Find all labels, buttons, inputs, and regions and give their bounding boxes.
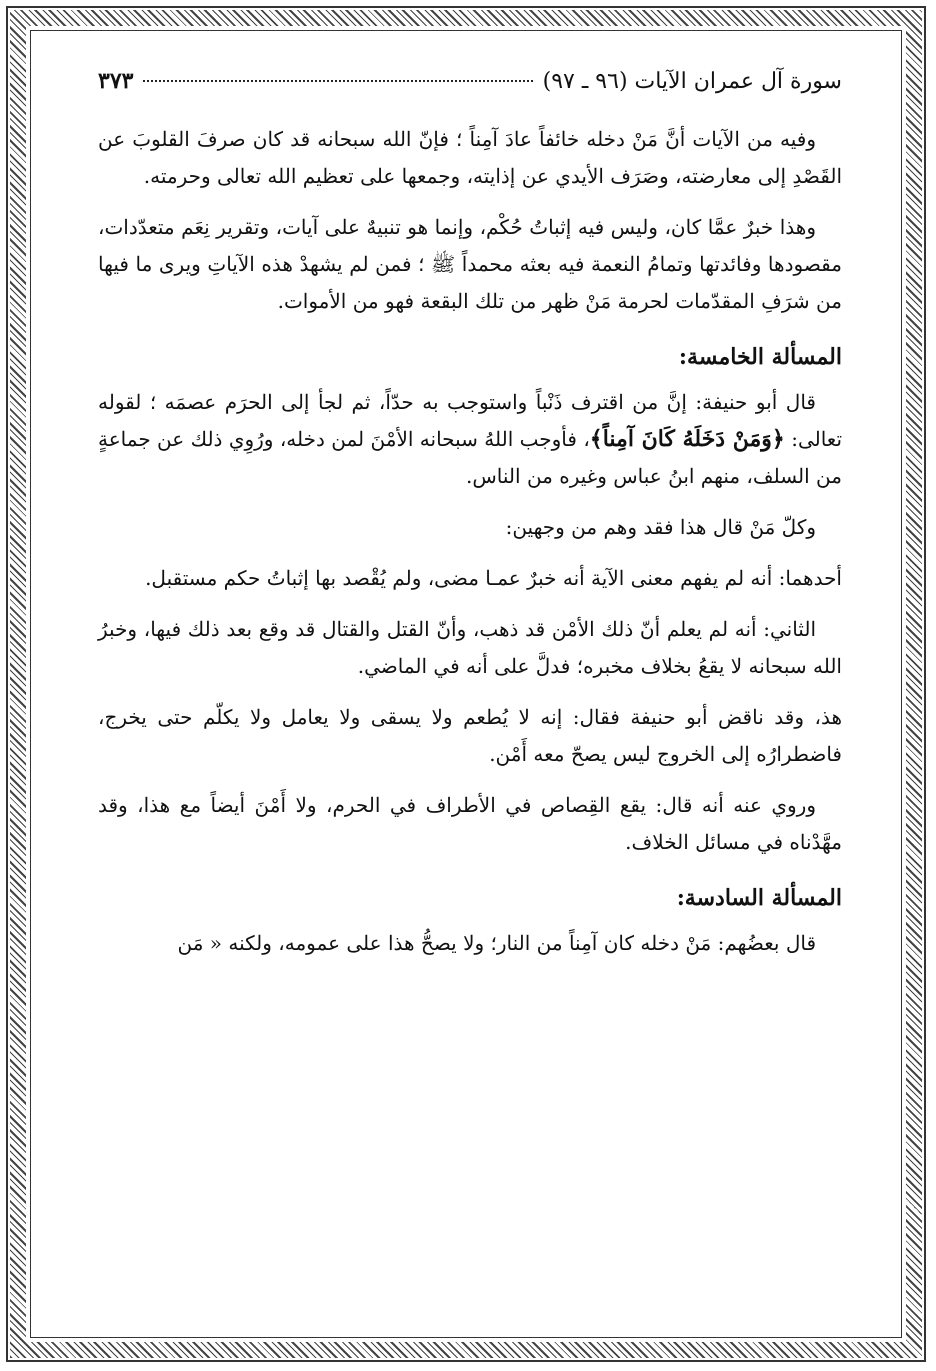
paragraph-6: الثاني: أنه لم يعلم أنّ ذلك الأمْن قد ذهب، وأنّ القتل والقتال قد وقع بعد ذلك فيها، وخبرُ الله سبحانه لا يقعُ بخلاف مخبره؛ فدلَّ على أنه في الماضي.: [98, 617, 842, 679]
paragraph-8: وروي عنه أنه قال: يقع القِصاص في الأطراف في الحرم، ولا أَمْنَ أيضاً مع هذا، وقد مهَّدْناه في مسائل الخلاف.: [98, 793, 842, 855]
paragraph-4: وكلّ مَنْ قال هذا فقد وهم من وجهين:: [505, 515, 816, 540]
page-number: ٣٧٣: [98, 68, 134, 94]
paragraph-7: هذ، وقد ناقض أبو حنيفة فقال: إنه لا يُطعم ولا يسقى ولا يعامل ولا يكلّم حتى يخرج، فاضطرارُه إلى الخروج ليس يصحّ معه أَمْن.: [98, 705, 842, 767]
paragraph-9: قال بعضُهم: مَنْ دخله كان آمِناً من النار؛ ولا يصحُّ هذا على عمومه، ولكنه « مَن: [177, 931, 816, 956]
quran-verse: ﴿وَمَنْ دَخَلَهُ كَانَ آمِناً﴾: [589, 426, 785, 453]
chapter-title: سورة آل عمران الآيات (٩٦ ـ ٩٧): [542, 69, 842, 94]
page-content: [98, 56, 842, 1336]
section-heading-6: المسألة السادسة:: [676, 885, 842, 912]
paragraph-5: أحدهما: أنه لم يفهم معنى الآية أنه خبرٌ عمـا مضى، ولم يُقْصد بها إثباتُ حكم مستقبل.: [145, 566, 842, 591]
paragraph-3-text-b: ، فأوجب اللهُ سبحانه الأمْنَ لمن دخله، ورُوِي ذلك عن جماعةٍ من السلف، منهم ابنُ عباس وغيره من الناس.: [98, 427, 842, 489]
paragraph-3: [98, 384, 842, 495]
section-heading-5: المسألة الخامسة:: [678, 344, 842, 371]
running-header: [98, 68, 842, 95]
paragraph-1: وفيه من الآيات أنَّ مَنْ دخله خائفاً عادَ آمِناً ؛ فإنّ الله سبحانه قد كان صرفَ القلوبَ عن القَصْدِ إلى معارضته، وصَرَف الأيدي عن إذايته، وجمعها على تعظيم الله تعالى وحرمته.: [98, 127, 842, 189]
paragraph-3-text-a: قال أبو حنيفة: إنَّ من اقترف ذَنْباً واستوجب به حدّاً، ثم لجأ إلى الحرَم عصمَه ؛ لقوله تعالى:: [98, 390, 843, 452]
paragraph-2: وهذا خبرٌ عمَّا كان، وليس فيه إثباتُ حُكْم، وإنما هو تنبيهٌ على آيات، وتقرير نِعَم متعدّدات، مقصودها وفائدتها وتمامُ النعمة فيه بعثه محمداً ﷺ ؛ فمن لم يشهدْ هذه الآياتِ ويرى ما فيها من شرَفِ المقدّمات لحرمة مَنْ ظهر من تلك البقعة فهو من الأموات.: [98, 215, 842, 314]
dotted-leader: [143, 80, 532, 82]
